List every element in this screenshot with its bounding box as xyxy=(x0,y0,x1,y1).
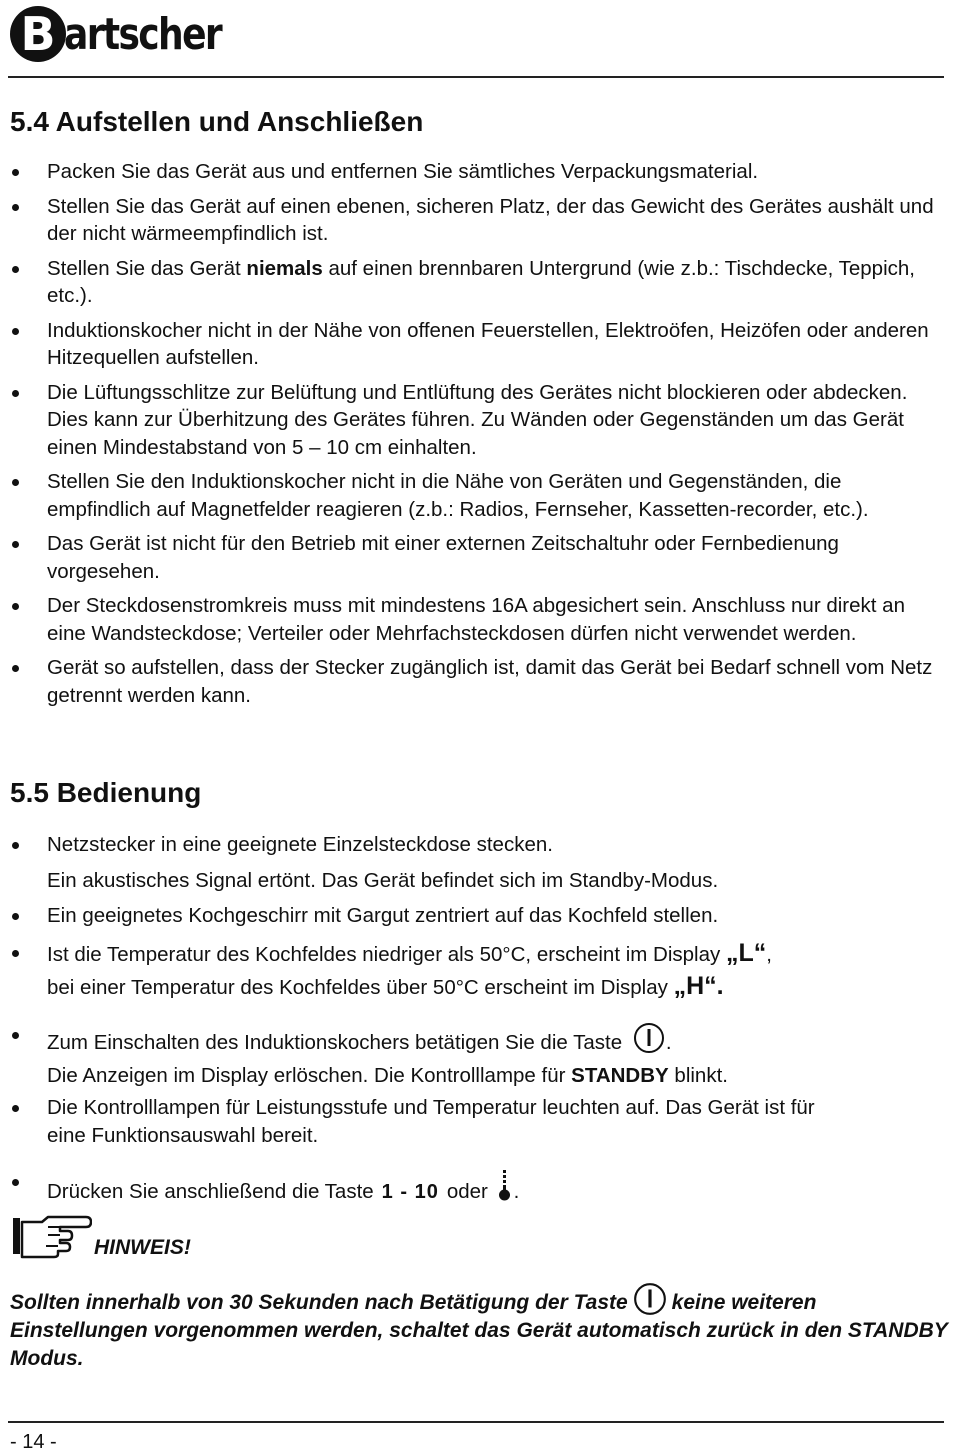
note-text xyxy=(10,1281,955,1372)
instruction-text: eine Funktionsauswahl bereit. xyxy=(47,1124,319,1147)
instruction-text-part: Ist die Temperatur des Kochfeldes niedriger als 50°C, erscheint im Display xyxy=(47,943,726,966)
instruction-text: Die Lüftungsschlitze zur Belüftung und Entlüftung des Gerätes nicht blockieren oder abdecken. Dies kann zur Überhitzung des Gerätes führen. Zu Wänden oder Gegenständen um das Gerät einen Mindestabstand von 5 – 10 cm einhalten. xyxy=(47,380,908,459)
footer-divider xyxy=(8,1421,944,1423)
instruction-text-part: . xyxy=(665,1031,672,1054)
emphasis-text: niemals xyxy=(246,256,323,280)
note-title: HINWEIS! xyxy=(94,1236,191,1259)
note-text-part: keine weiteren Einstellungen vorgenommen werden, schaltet das Gerät automatisch zurück in den STANDBY Modus. xyxy=(10,1291,948,1370)
instruction-text: Ein akustisches Signal ertönt. Das Gerät befindet sich im Standby-Modus. xyxy=(47,869,719,892)
list-item xyxy=(0,939,945,1002)
instruction-text xyxy=(0,1062,945,1090)
display-code-h: „H“. xyxy=(673,972,724,1000)
bartscher-logo xyxy=(10,2,256,66)
standby-label: STANDBY xyxy=(571,1064,669,1087)
instruction-text: Stellen Sie den Induktionskocher nicht in die Nähe von Geräten und Gegenständen, die empfindlich auf Magnetfelder reagieren (z.b.: Radios, Fernseher, Kassetten-recorder, etc.). xyxy=(47,470,869,521)
section-title-setup: 5.4 Aufstellen und Anschließen xyxy=(10,106,424,137)
instruction-text: Die Kontrolllampen für Leistungsstufe und Temperatur leuchten auf. Das Gerät ist für xyxy=(0,1094,945,1122)
list-item xyxy=(0,468,945,523)
instruction-text: Netzstecker in eine geeignete Einzelsteckdose stecken. xyxy=(0,831,945,859)
section-title-operation: 5.5 Bedienung xyxy=(10,777,202,808)
power-button-icon xyxy=(632,1281,668,1317)
display-code-l: „L“ xyxy=(725,939,767,967)
instruction-text-part: Drücken Sie anschließend die Taste xyxy=(47,1180,374,1203)
list-item xyxy=(0,1168,945,1206)
list-item xyxy=(0,592,945,647)
instruction-text: Der Steckdosenstromkreis muss mit mindestens 16A abgesichert sein. Anschluss nur direkt an eine Wandsteckdose; Verteiler oder Mehrfachsteckdosen dürfen nicht verwendet werden. xyxy=(47,594,905,645)
instruction-text: Ein geeignetes Kochgeschirr mit Gargut zentriert auf das Kochfeld stellen. xyxy=(0,902,945,930)
instruction-text xyxy=(0,939,945,969)
instruction-text: Stellen Sie das Gerät auf einen ebenen, sicheren Platz, der das Gewicht des Gerätes aushält und der nicht wärmeempfindlich ist. xyxy=(47,194,934,245)
list-item xyxy=(0,255,945,310)
instruction-text-part: . xyxy=(513,1180,520,1203)
instruction-text: Induktionskocher nicht in der Nähe von offenen Feuerstellen, Elektroöfen, Heizöfen oder anderen Hitzequellen aufstellen. xyxy=(47,318,929,369)
logo-text: artscher xyxy=(64,8,222,60)
instruction-text-part: , xyxy=(766,943,772,966)
power-button-icon xyxy=(632,1021,666,1055)
power-level-key: 1 - 10 xyxy=(381,1181,439,1203)
list-item xyxy=(0,530,945,585)
instruction-text-part: Die Anzeigen im Display erlöschen. Die Kontrolllampe für xyxy=(47,1064,572,1087)
instruction-text: Das Gerät ist nicht für den Betrieb mit einer externen Zeitschaltuhr oder Fernbedienung vorgesehen. xyxy=(47,532,839,583)
instruction-text-part: oder xyxy=(446,1180,488,1203)
instruction-text-part: bei einer Temperatur des Kochfeldes über 50°C erscheint im Display xyxy=(47,976,674,999)
header-divider xyxy=(8,76,944,78)
list-item xyxy=(0,1094,945,1150)
instruction-text-part: Zum Einschalten des Induktionskochers betätigen Sie die Taste xyxy=(47,1031,623,1054)
list-item xyxy=(0,193,945,248)
list-item xyxy=(0,1021,945,1090)
note-text-part: Sollten innerhalb von 30 Sekunden nach Betätigung der Taste xyxy=(10,1291,628,1314)
list-item xyxy=(0,379,945,462)
instruction-text xyxy=(0,972,945,1002)
instruction-text xyxy=(0,1021,945,1057)
instruction-text: Gerät so aufstellen, dass der Stecker zugänglich ist, damit das Gerät bei Bedarf schnell vom Netz getrennt werden kann. xyxy=(47,656,933,707)
list-item xyxy=(0,831,945,895)
instruction-text: Packen Sie das Gerät aus und entfernen Sie sämtliches Verpackungsmaterial. xyxy=(47,160,759,183)
list-item xyxy=(0,902,945,930)
instruction-text: auf einen brennbaren Untergrund (wie z.b.: Tischdecke, Teppich, etc.). xyxy=(47,256,915,307)
setup-instructions-list xyxy=(0,158,945,709)
list-item xyxy=(0,158,945,186)
list-item xyxy=(0,654,945,709)
page-number: - 14 - xyxy=(10,1431,57,1453)
logo-initial: B xyxy=(10,6,66,62)
instruction-text-part: blinkt. xyxy=(668,1064,728,1087)
instruction-text xyxy=(0,1168,945,1206)
thermometer-icon xyxy=(498,1168,514,1202)
pointing-hand-icon xyxy=(12,1213,92,1259)
instruction-text: Stellen Sie das Gerät xyxy=(47,256,247,280)
list-item xyxy=(0,317,945,372)
